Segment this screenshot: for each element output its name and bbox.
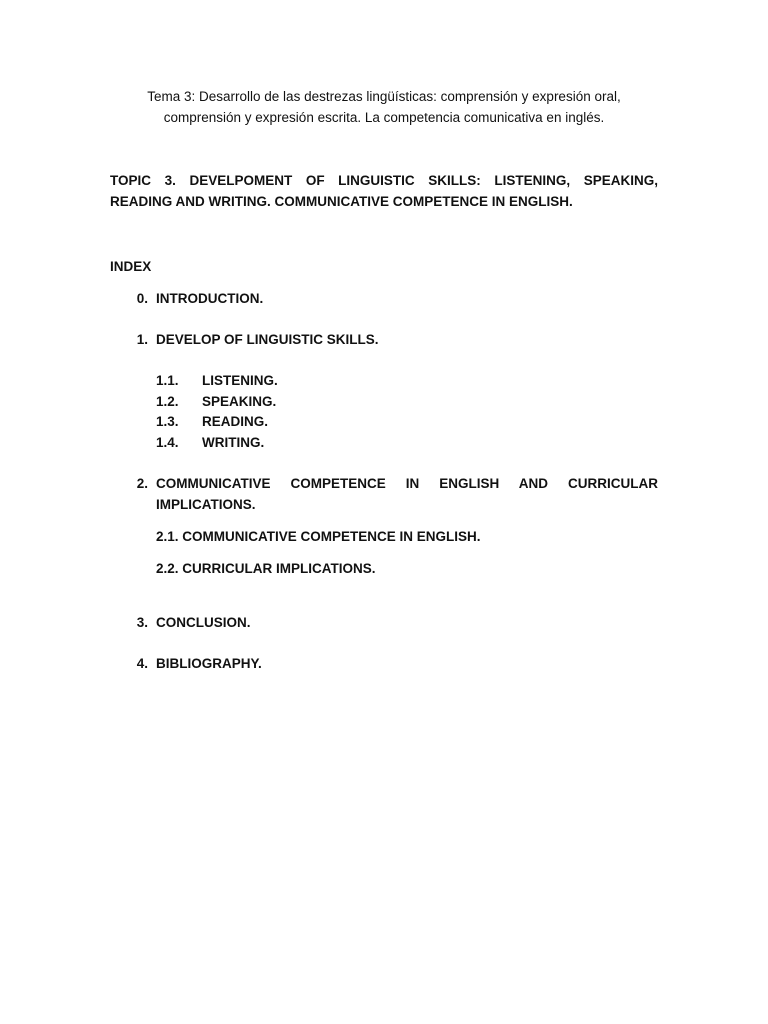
index-heading: INDEX	[110, 259, 152, 274]
topic-title	[110, 170, 658, 212]
index-item-number: 2.	[136, 476, 148, 491]
index-item-number: 1.	[136, 332, 148, 347]
index-subitem-number: 1.4.	[156, 435, 179, 450]
index-subitem-number: 1.1.	[156, 373, 179, 388]
index-subitem-communicative-competence-english	[156, 526, 656, 547]
topic-title-line-2: READING AND WRITING. COMMUNICATIVE COMPETENCE IN ENGLISH.	[110, 194, 573, 209]
index-subitem-number: 1.2.	[156, 394, 179, 409]
index-subitem-speaking	[156, 391, 556, 412]
index-item-number: 3.	[136, 615, 148, 630]
index-item-label: CONCLUSION.	[156, 615, 251, 630]
topic-title-line-1: TOPIC 3. DEVELPOMENT OF LINGUISTIC SKILLS: LISTENING, SPEAKING,	[110, 173, 658, 188]
index-subitem-label: WRITING.	[202, 435, 265, 450]
index-subitem-listening	[156, 370, 556, 391]
index-item-bibliography	[110, 653, 658, 674]
spanish-topic-header	[110, 86, 658, 128]
index-item-introduction	[110, 288, 658, 309]
index-item-label	[156, 473, 658, 515]
index-item-label-line-1: COMMUNICATIVE COMPETENCE IN ENGLISH AND CURRICULAR	[156, 476, 658, 491]
index-item-linguistic-skills	[110, 329, 658, 350]
index-subitem-reading	[156, 411, 556, 432]
index-subitem-curricular-implications	[156, 558, 656, 579]
index-item-label: BIBLIOGRAPHY.	[156, 656, 262, 671]
index-subitem-label: SPEAKING.	[202, 394, 277, 409]
index-item-communicative-competence	[110, 473, 658, 515]
index-item-label: DEVELOP OF LINGUISTIC SKILLS.	[156, 332, 379, 347]
index-subitem-number: 1.3.	[156, 414, 179, 429]
index-item-number: 4.	[136, 656, 148, 671]
index-item-label-line-2: IMPLICATIONS.	[156, 497, 256, 512]
index-item-number: 0.	[136, 291, 148, 306]
spanish-header-line-1: Tema 3: Desarrollo de las destrezas lingüísticas: comprensión y expresión oral,	[147, 89, 621, 104]
index-subitem-writing	[156, 432, 556, 453]
index-item-conclusion	[110, 612, 658, 633]
index-subitem-label: 2.1. COMMUNICATIVE COMPETENCE IN ENGLISH.	[156, 529, 481, 544]
index-item-label: INTRODUCTION.	[156, 291, 264, 306]
index-subitem-label: LISTENING.	[202, 373, 278, 388]
spanish-header-line-2: comprensión y expresión escrita. La competencia comunicativa en inglés.	[163, 110, 605, 125]
index-subitem-label: READING.	[202, 414, 269, 429]
index-subitem-label: 2.2. CURRICULAR IMPLICATIONS.	[156, 561, 376, 576]
